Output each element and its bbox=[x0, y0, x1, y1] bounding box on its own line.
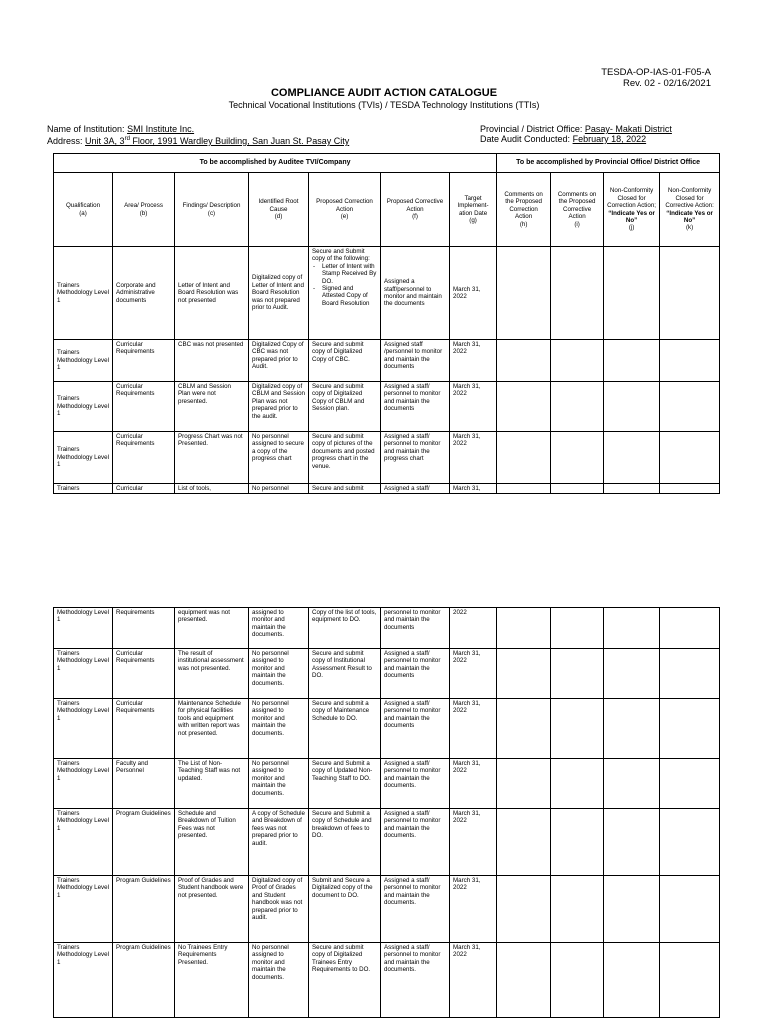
cell-findings: Progress Chart was not Presented. bbox=[175, 432, 249, 484]
table-row bbox=[54, 943, 720, 1018]
cell-office-0 bbox=[497, 382, 551, 432]
cell-root-cause: A copy of Schedule and Breakdown of fees was not prepared prior to audit. bbox=[249, 809, 309, 876]
table-row bbox=[54, 340, 720, 382]
address-label: Address: bbox=[47, 136, 83, 146]
column-header-d: Identified Root Cause (d) bbox=[249, 173, 309, 247]
cell-office-0 bbox=[497, 759, 551, 809]
column-header-row bbox=[54, 173, 720, 247]
cell-office-2 bbox=[604, 484, 660, 494]
cell-corrective: Assigned a staff/ personnel to monitor and maintain the progress chart bbox=[381, 432, 450, 484]
cell-corrective: Assigned a staff/ personnel to monitor and maintain the documents bbox=[381, 382, 450, 432]
cell-target: March 31, 2022 bbox=[450, 876, 497, 943]
page1-rows bbox=[54, 247, 720, 494]
cell-root-cause: Digitalized copy of Proof of Grades and Student handbook was not prepared prior to audit. bbox=[249, 876, 309, 943]
cell-office-0 bbox=[497, 247, 551, 340]
cell-findings: Letter of Intent and Board Resolution was not presented bbox=[175, 247, 249, 340]
cell-office-1 bbox=[551, 809, 604, 876]
cell-office-1 bbox=[551, 608, 604, 649]
cell-target: March 31, 2022 bbox=[450, 340, 497, 382]
cell-office-2 bbox=[604, 699, 660, 759]
section-header-auditee: To be accomplished by Auditee TVI/Company bbox=[54, 154, 497, 173]
cell-office-2 bbox=[604, 809, 660, 876]
cell-office-0 bbox=[497, 699, 551, 759]
institution-info bbox=[47, 124, 349, 146]
cell-findings: Schedule and Breakdown of Tuition Fees was not presented. bbox=[175, 809, 249, 876]
cell-target: March 31, 2022 bbox=[450, 943, 497, 1018]
cell-office-3 bbox=[660, 340, 720, 382]
cell-office-0 bbox=[497, 649, 551, 699]
table-row bbox=[54, 608, 720, 649]
cell-area: Requirements bbox=[113, 608, 175, 649]
cell-qualification: Trainers Methodology Level 1 bbox=[54, 247, 113, 340]
cell-office-1 bbox=[551, 247, 604, 340]
cell-office-0 bbox=[497, 943, 551, 1018]
cell-office-3 bbox=[660, 247, 720, 340]
cell-correction: Secure and Submit copy of the following: - Letter of Intent with Stamp Received By DO. - Signed and Attested Copy of Board Resolution bbox=[309, 247, 381, 340]
cell-office-1 bbox=[551, 432, 604, 484]
cell-office-2 bbox=[604, 432, 660, 484]
cell-correction: Secure and submit bbox=[309, 484, 381, 494]
cell-qualification: Trainers Methodology Level 1 bbox=[54, 759, 113, 809]
cell-qualification: Trainers Methodology Level 1 bbox=[54, 699, 113, 759]
cell-area: Curricular bbox=[113, 484, 175, 494]
date-value: February 18, 2022 bbox=[572, 134, 647, 144]
document-title: COMPLIANCE AUDIT ACTION CATALOGUE bbox=[270, 87, 498, 99]
cell-office-1 bbox=[551, 943, 604, 1018]
cell-target: March 31, 2022 bbox=[450, 382, 497, 432]
cell-correction: Secure and Submit a copy of Updated Non- Teaching Staff to DO. bbox=[309, 759, 381, 809]
cell-office-3 bbox=[660, 809, 720, 876]
institution-value: SMI Institute Inc. bbox=[127, 124, 195, 134]
cell-office-3 bbox=[660, 484, 720, 494]
cell-correction: Secure and submit copy of pictures of the documents and posted progress chart in the venue. bbox=[309, 432, 381, 484]
table-row bbox=[54, 809, 720, 876]
cell-office-1 bbox=[551, 382, 604, 432]
cell-corrective: Assigned a staff/ personnel to monitor and maintain the documents. bbox=[381, 943, 450, 1018]
cell-office-0 bbox=[497, 484, 551, 494]
revision: Rev. 02 - 02/16/2021 bbox=[622, 78, 711, 89]
cell-correction: Secure and submit copy of Digitalized Copy of CBLM and Session plan. bbox=[309, 382, 381, 432]
cell-office-2 bbox=[604, 608, 660, 649]
address-value: Unit 3A, 3rd Floor, 1991 Wardley Building, San Juan St. Pasay City bbox=[85, 136, 350, 146]
cell-office-3 bbox=[660, 608, 720, 649]
cell-correction: Submit and Secure a Digitalized copy of the document to DO. bbox=[309, 876, 381, 943]
cell-office-2 bbox=[604, 649, 660, 699]
cell-office-3 bbox=[660, 382, 720, 432]
cell-findings: CBLM and Session Plan were not presented. bbox=[175, 382, 249, 432]
cell-corrective: Assigned a staff/ personnel to monitor and maintain the documents bbox=[381, 649, 450, 699]
cell-office-2 bbox=[604, 247, 660, 340]
cell-corrective: Assigned a staff/ personnel to monitor and maintain the documents. bbox=[381, 759, 450, 809]
column-header-g: Target Implement-ation Date (g) bbox=[450, 173, 497, 247]
column-header-i: Comments on the Proposed Corrective Action (i) bbox=[551, 173, 604, 247]
cell-office-1 bbox=[551, 484, 604, 494]
cell-office-3 bbox=[660, 943, 720, 1018]
table-row bbox=[54, 699, 720, 759]
cell-root-cause: No personnel assigned to monitor and maintain the documents. bbox=[249, 759, 309, 809]
cell-office-1 bbox=[551, 649, 604, 699]
column-header-c: Findings/ Description (c) bbox=[175, 173, 249, 247]
cell-correction: Secure and submit a copy of Maintenance Schedule to DO. bbox=[309, 699, 381, 759]
table-row bbox=[54, 382, 720, 432]
cell-corrective: Assigned a staff/personnel to monitor and maintain the documents bbox=[381, 247, 450, 340]
cell-office-0 bbox=[497, 608, 551, 649]
cell-correction: Secure and submit copy of Digitalized Trainees Entry Requirements to DO. bbox=[309, 943, 381, 1018]
office-label: Provincial / District Office: bbox=[480, 124, 583, 134]
cell-qualification: Trainers Methodology Level 1 bbox=[54, 432, 113, 484]
cell-office-0 bbox=[497, 432, 551, 484]
cell-target: March 31, 2022 bbox=[450, 809, 497, 876]
cell-root-cause: Digitalized copy of CBLM and Session Plan was not prepared prior to the audit. bbox=[249, 382, 309, 432]
cell-corrective: Assigned a staff/ bbox=[381, 484, 450, 494]
cell-correction: Secure and Submit a copy of Schedule and breakdown of fees to DO. bbox=[309, 809, 381, 876]
table-row bbox=[54, 876, 720, 943]
cell-office-2 bbox=[604, 759, 660, 809]
cell-office-0 bbox=[497, 809, 551, 876]
column-header-j: Non-Conformity Closed for Correction Action; “Indicate Yes or No” (j) bbox=[604, 173, 660, 247]
cell-area: Corporate and Administrative documents bbox=[113, 247, 175, 340]
cell-area: Faculty and Personnel bbox=[113, 759, 175, 809]
cell-office-3 bbox=[660, 876, 720, 943]
table-row bbox=[54, 432, 720, 484]
cell-target: March 31, 2022 bbox=[450, 432, 497, 484]
cell-qualification: Trainers Methodology Level 1 bbox=[54, 876, 113, 943]
cell-area: Program Guidelines bbox=[113, 943, 175, 1018]
audit-table-page1 bbox=[53, 153, 720, 494]
cell-target: March 31, 2022 bbox=[450, 699, 497, 759]
date-label: Date Audit Conducted: bbox=[480, 134, 571, 144]
cell-area: Program Guidelines bbox=[113, 876, 175, 943]
cell-office-3 bbox=[660, 649, 720, 699]
cell-root-cause: No personnel bbox=[249, 484, 309, 494]
section-header-office: To be accomplished by Provincial Office/ District Office bbox=[497, 154, 720, 173]
cell-correction: Secure and submit copy of Digitalized Copy of CBC. bbox=[309, 340, 381, 382]
cell-corrective: Assigned a staff/ personnel to monitor and maintain the documents. bbox=[381, 876, 450, 943]
cell-office-0 bbox=[497, 876, 551, 943]
cell-findings: The List of Non-Teaching Staff was not updated. bbox=[175, 759, 249, 809]
cell-office-1 bbox=[551, 699, 604, 759]
office-value: Pasay- Makati District bbox=[584, 124, 672, 134]
cell-office-2 bbox=[604, 382, 660, 432]
cell-root-cause: Digitalized copy of Letter of Intent and Board Resolution was not prepared prior to Audit. bbox=[249, 247, 309, 340]
cell-findings: CBC was not presented bbox=[175, 340, 249, 382]
cell-target: March 31, 2022 bbox=[450, 247, 497, 340]
cell-office-1 bbox=[551, 876, 604, 943]
cell-findings: List of tools, bbox=[175, 484, 249, 494]
cell-findings: equipment was not presented. bbox=[175, 608, 249, 649]
column-header-e: Proposed Correction Action (e) bbox=[309, 173, 381, 247]
cell-findings: The result of institutional assessment was not presented. bbox=[175, 649, 249, 699]
cell-office-2 bbox=[604, 340, 660, 382]
cell-corrective: Assigned a staff/ personnel to monitor and maintain the documents. bbox=[381, 809, 450, 876]
cell-office-1 bbox=[551, 340, 604, 382]
cell-qualification: Trainers bbox=[54, 484, 113, 494]
audit-table-page2 bbox=[53, 607, 720, 1018]
cell-office-2 bbox=[604, 943, 660, 1018]
cell-office-0 bbox=[497, 340, 551, 382]
cell-qualification: Trainers Methodology Level 1 bbox=[54, 382, 113, 432]
cell-target: March 31, bbox=[450, 484, 497, 494]
column-header-f: Proposed Corrective Action (f) bbox=[381, 173, 450, 247]
cell-area: Curricular Requirements bbox=[113, 382, 175, 432]
cell-office-3 bbox=[660, 759, 720, 809]
cell-target: March 31, 2022 bbox=[450, 759, 497, 809]
cell-root-cause: assigned to monitor and maintain the documents. bbox=[249, 608, 309, 649]
cell-root-cause: No personnel assigned to secure a copy of the progress chart bbox=[249, 432, 309, 484]
cell-qualification: Trainers Methodology Level 1 bbox=[54, 809, 113, 876]
cell-correction: Copy of the list of tools, equipment to DO. bbox=[309, 608, 381, 649]
form-code: TESDA-OP-IAS-01-F05-A bbox=[601, 67, 711, 78]
cell-findings: Proof of Grades and Student handbook were not presented. bbox=[175, 876, 249, 943]
cell-area: Curricular Requirements bbox=[113, 340, 175, 382]
cell-office-1 bbox=[551, 759, 604, 809]
document-subtitle: Technical Vocational Institutions (TVIs) / TESDA Technology Institutions (TTIs) bbox=[228, 100, 540, 110]
page2-rows bbox=[54, 608, 720, 1018]
table-row bbox=[54, 484, 720, 494]
cell-qualification: Trainers Methodology Level 1 bbox=[54, 340, 113, 382]
cell-office-3 bbox=[660, 699, 720, 759]
table-row bbox=[54, 649, 720, 699]
cell-root-cause: No personnel assigned to monitor and maintain the documents. bbox=[249, 649, 309, 699]
cell-qualification: Trainers Methodology Level 1 bbox=[54, 943, 113, 1018]
cell-findings: No Trainees Entry Requirements Presented. bbox=[175, 943, 249, 1018]
cell-area: Curricular Requirements bbox=[113, 649, 175, 699]
cell-corrective: Assigned staff /personnel to monitor and maintain the documents bbox=[381, 340, 450, 382]
cell-corrective: Assigned a staff/ personnel to monitor and maintain the documents bbox=[381, 699, 450, 759]
cell-root-cause: No personnel assigned to monitor and maintain the documents. bbox=[249, 699, 309, 759]
cell-root-cause: No personnel assigned to monitor and maintain the documents. bbox=[249, 943, 309, 1018]
office-info bbox=[480, 124, 672, 144]
table-row bbox=[54, 759, 720, 809]
cell-target: 2022 bbox=[450, 608, 497, 649]
cell-qualification: Trainers Methodology Level 1 bbox=[54, 649, 113, 699]
column-header-a: Qualification (a) bbox=[54, 173, 113, 247]
cell-area: Curricular Requirements bbox=[113, 432, 175, 484]
form-code-block bbox=[601, 67, 711, 89]
cell-corrective: personnel to monitor and maintain the documents bbox=[381, 608, 450, 649]
cell-office-3 bbox=[660, 432, 720, 484]
cell-office-2 bbox=[604, 876, 660, 943]
cell-findings: Maintenance Schedule for physical facilities tools and equipment with written report was not presented. bbox=[175, 699, 249, 759]
cell-correction: Secure and submit copy of Institutional Assessment Result to DO. bbox=[309, 649, 381, 699]
column-header-b: Area/ Process (b) bbox=[113, 173, 175, 247]
institution-label: Name of Institution: bbox=[47, 124, 125, 134]
column-header-h: Comments on the Proposed Correction Action (h) bbox=[497, 173, 551, 247]
cell-area: Program Guidelines bbox=[113, 809, 175, 876]
table-row bbox=[54, 247, 720, 340]
cell-target: March 31, 2022 bbox=[450, 649, 497, 699]
cell-area: Curricular Requirements bbox=[113, 699, 175, 759]
column-header-k: Non-Conformity Closed for Corrective Action: “Indicate Yes or No” (k) bbox=[660, 173, 720, 247]
cell-qualification: Methodology Level 1 bbox=[54, 608, 113, 649]
cell-root-cause: Digitalized Copy of CBC was not prepared prior to Audit. bbox=[249, 340, 309, 382]
